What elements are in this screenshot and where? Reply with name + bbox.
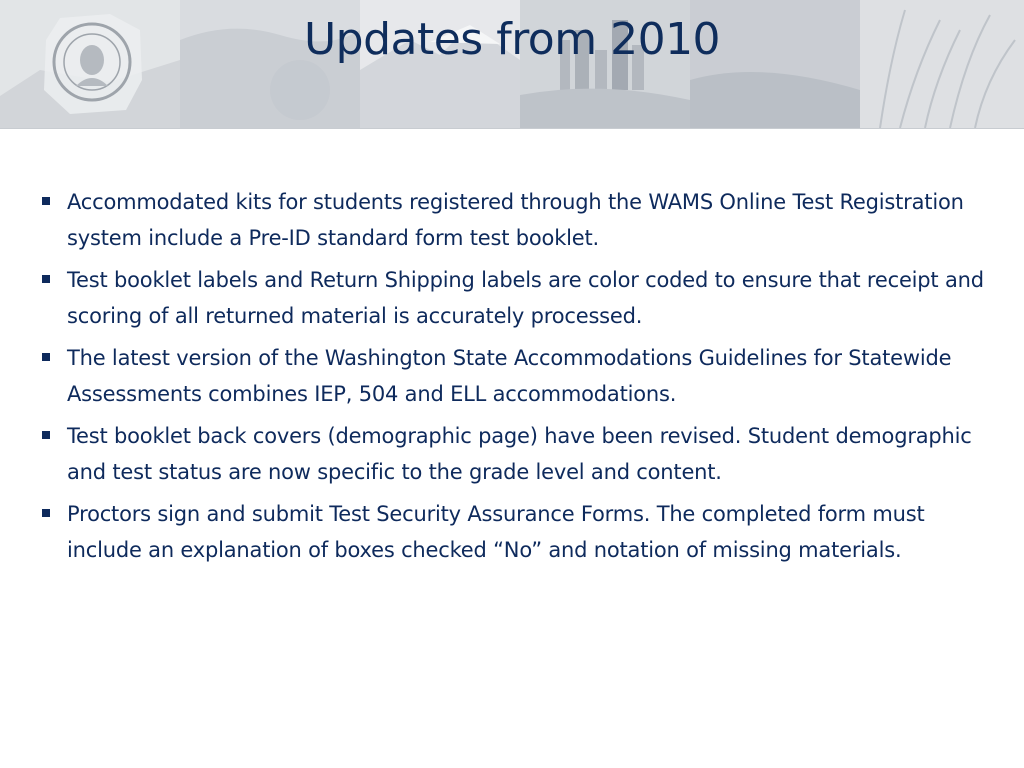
bullet-item [40,184,990,256]
bullet-text: Proctors sign and submit Test Security Assurance Forms. The completed form must include an explanation of boxes checked “No” and notation of missing materials. [67,502,925,562]
slide-body [40,184,990,574]
bullet-list [40,184,990,568]
header-banner [0,0,1024,129]
square-bullet-icon [42,197,50,205]
bullet-text: The latest version of the Washington State Accommodations Guidelines for Statewide Assessments combines IEP, 504 and ELL accommodations. [67,346,952,406]
bullet-text: Accommodated kits for students registered through the WAMS Online Test Registration system include a Pre-ID standard form test booklet. [67,190,964,250]
square-bullet-icon [42,353,50,361]
bullet-item [40,496,990,568]
bullet-item [40,262,990,334]
square-bullet-icon [42,509,50,517]
bullet-item [40,418,990,490]
bullet-text: Test booklet back covers (demographic page) have been revised. Student demographic and test status are now specific to the grade level and content. [67,424,972,484]
square-bullet-icon [42,431,50,439]
bullet-text: Test booklet labels and Return Shipping labels are color coded to ensure that receipt and scoring of all returned material is accurately processed. [67,268,984,328]
square-bullet-icon [42,275,50,283]
bullet-item [40,340,990,412]
slide-title: Updates from 2010 [303,14,721,65]
